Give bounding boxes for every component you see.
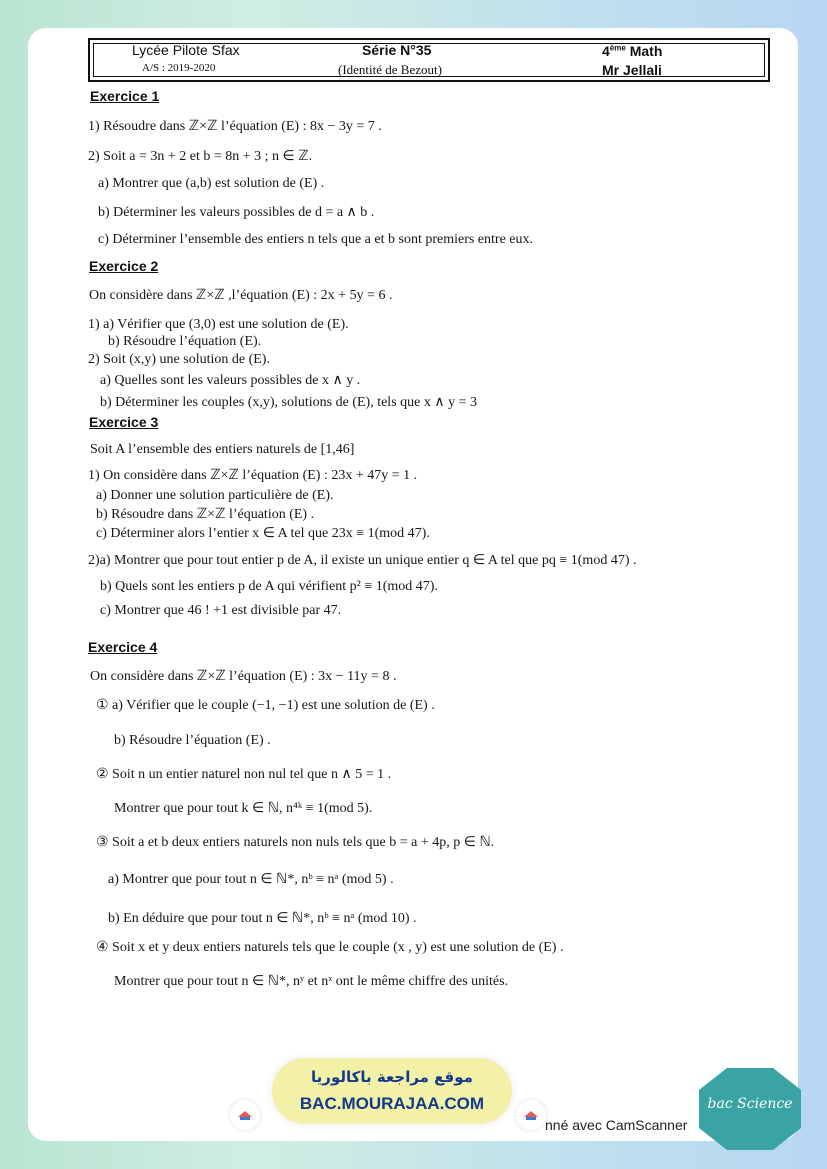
ex4-line-2: ① a) Vérifier que le couple (−1, −1) est une solution de (E) .: [96, 698, 435, 713]
class-level: 4ème Math: [602, 43, 663, 59]
ex1-line-1: 1) Résoudre dans ℤ×ℤ l’équation (E) : 8x − 3y = 7 .: [88, 119, 382, 134]
ex3-line-6: 2)a) Montrer que pour tout entier p de A, il existe un unique entier q ∈ A tel que pq ≡ 1(mod 47) .: [88, 553, 637, 568]
ex1-line-4: b) Déterminer les valeurs possibles de d = a ∧ b .: [98, 205, 375, 220]
ex4-line-1: On considère dans ℤ×ℤ l’équation (E) : 3x − 11y = 8 .: [90, 669, 397, 684]
ex3-line-1: Soit A l’ensemble des entiers naturels de [1,46]: [90, 442, 355, 457]
ex3-line-4: b) Résoudre dans ℤ×ℤ l’équation (E) .: [96, 507, 315, 522]
bac-science-badge: [697, 1066, 803, 1152]
school-year: A/S : 2019-2020: [142, 62, 216, 74]
ex3-line-3: a) Donner une solution particulière de (E).: [96, 488, 334, 503]
serie-title: Série N°35: [362, 42, 432, 58]
ex2-line-5: a) Quelles sont les valeurs possibles de x ∧ y .: [100, 373, 361, 388]
camscanner-watermark: nné avec CamScanner: [545, 1117, 688, 1133]
exercise-4-title: Exercice 4: [88, 639, 158, 655]
header-box: [88, 38, 770, 82]
ex4-line-9: ④ Soit x et y deux entiers naturels tels que le couple (x , y) est une solution de (E) .: [96, 940, 564, 955]
ex2-line-1: On considère dans ℤ×ℤ ,l’équation (E) : 2x + 5y = 6 .: [89, 288, 393, 303]
document-page: [28, 28, 798, 1141]
site-logo-right-icon: [516, 1100, 546, 1130]
badge-text: bac Science: [707, 1096, 793, 1112]
ex4-line-7: a) Montrer que pour tout n ∈ ℕ*, nᵇ ≡ nᵃ (mod 5) .: [108, 872, 394, 887]
ex4-line-10: Montrer que pour tout n ∈ ℕ*, nʸ et nˣ ont le même chiffre des unités.: [114, 974, 509, 989]
ex2-line-4: 2) Soit (x,y) une solution de (E).: [88, 352, 270, 367]
ex3-line-5: c) Déterminer alors l’entier x ∈ A tel que 23x ≡ 1(mod 47).: [96, 526, 430, 541]
ex1-line-2: 2) Soit a = 3n + 2 et b = 8n + 3 ; n ∈ ℤ.: [88, 149, 313, 164]
ex2-line-3: b) Résoudre l’équation (E).: [108, 334, 262, 349]
ex1-line-5: c) Déterminer l’ensemble des entiers n tels que a et b sont premiers entre eux.: [98, 232, 534, 247]
ex3-line-8: c) Montrer que 46 ! +1 est divisible par 47.: [100, 603, 342, 618]
ex4-line-4: ② Soit n un entier naturel non nul tel que n ∧ 5 = 1 .: [96, 767, 392, 782]
exercise-1-title: Exercice 1: [90, 88, 160, 104]
website-arabic-name: موقع مراجعة باكالوريا: [311, 1068, 473, 1086]
ex4-line-3: b) Résoudre l’équation (E) .: [114, 733, 271, 748]
ex4-line-6: ③ Soit a et b deux entiers naturels non nuls tels que b = a + 4p, p ∈ ℕ.: [96, 835, 495, 850]
exercise-2-title: Exercice 2: [89, 258, 159, 274]
website-banner[interactable]: [272, 1058, 512, 1124]
site-logo-left-icon: [230, 1100, 260, 1130]
ex3-line-7: b) Quels sont les entiers p de A qui vérifient p² ≡ 1(mod 47).: [100, 579, 438, 594]
ex4-line-5: Montrer que pour tout k ∈ ℕ, n⁴ᵏ ≡ 1(mod 5).: [114, 801, 373, 816]
ex2-line-6: b) Déterminer les couples (x,y), solutions de (E), tels que x ∧ y = 3: [100, 395, 478, 410]
exercise-3-title: Exercice 3: [89, 414, 159, 430]
serie-subtitle: (Identité de Bezout): [338, 62, 442, 77]
school-name: Lycée Pilote Sfax: [132, 42, 240, 58]
website-url[interactable]: BAC.MOURAJAA.COM: [299, 1094, 485, 1113]
ex4-line-8: b) En déduire que pour tout n ∈ ℕ*, nᵇ ≡ nᵃ (mod 10) .: [108, 911, 417, 926]
ex1-line-3: a) Montrer que (a,b) est solution de (E) .: [98, 176, 325, 191]
teacher-name: Mr Jellali: [602, 62, 662, 78]
ex3-line-2: 1) On considère dans ℤ×ℤ l’équation (E) : 23x + 47y = 1 .: [88, 468, 418, 483]
ex2-line-2: 1) a) Vérifier que (3,0) est une solution de (E).: [88, 317, 349, 332]
